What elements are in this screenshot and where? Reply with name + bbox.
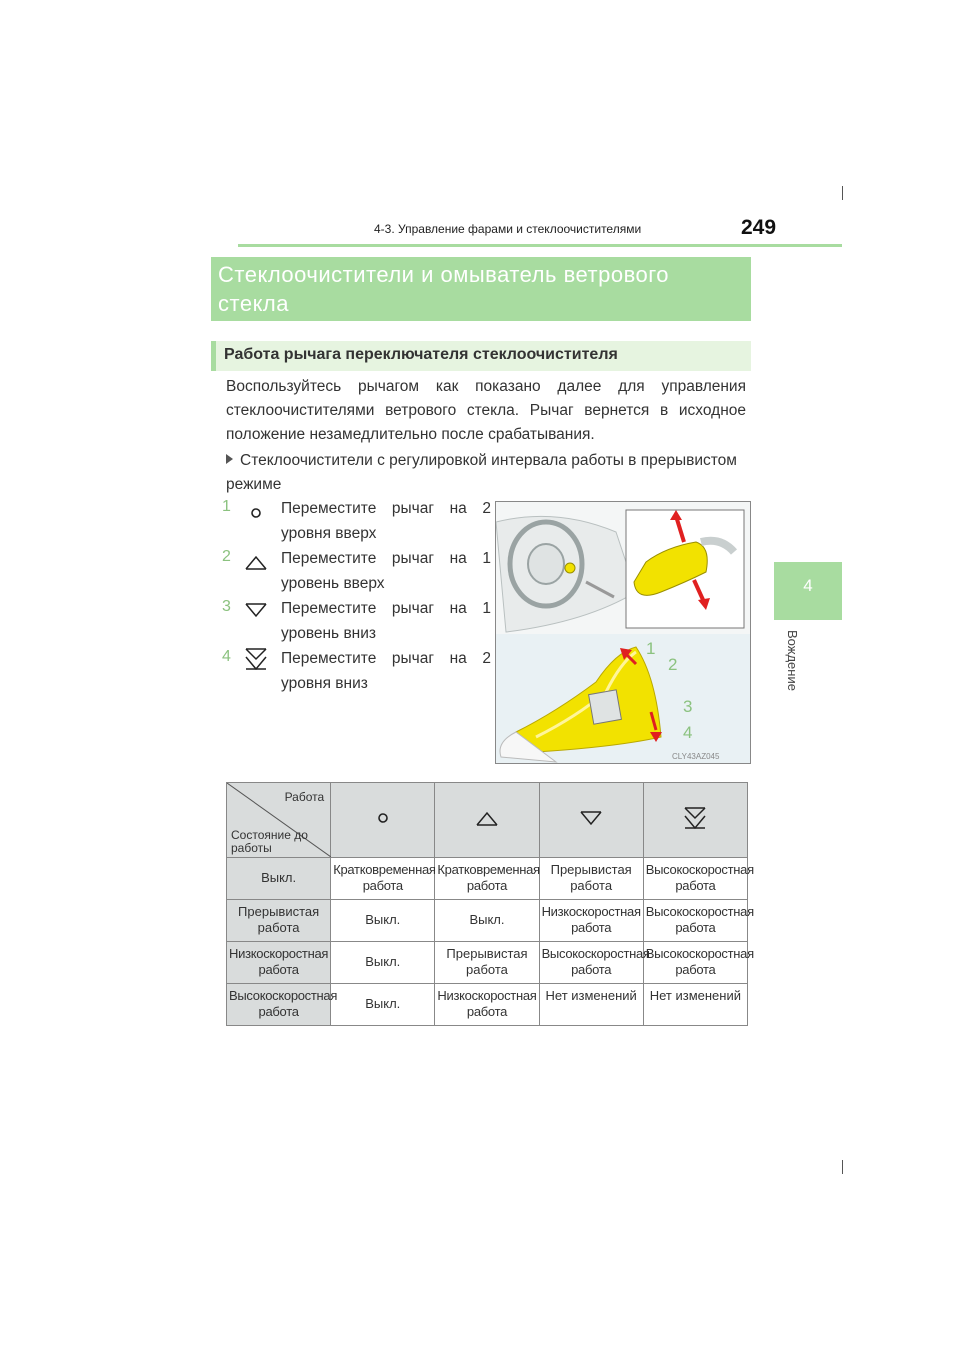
figure-callout-1: 1 bbox=[646, 639, 656, 658]
table-row bbox=[227, 984, 748, 1026]
table-cell: Нет изменений bbox=[539, 984, 643, 1026]
figure-callout-3: 3 bbox=[683, 697, 693, 716]
wiper-lever-figure bbox=[495, 501, 751, 764]
corner-operation-label: Работа bbox=[284, 790, 325, 804]
callout-2: 2 bbox=[222, 548, 231, 565]
table-cell: Кратковременная работа bbox=[435, 858, 539, 900]
header-rule bbox=[238, 244, 842, 247]
low-speed-icon bbox=[579, 809, 603, 827]
crop-mark bbox=[842, 186, 843, 200]
table-cell: Выкл. bbox=[331, 900, 435, 942]
banner-title: Стеклоочистители и омыватель ветрового стекла bbox=[218, 262, 670, 316]
table-row bbox=[227, 858, 748, 900]
table-header-row bbox=[227, 783, 748, 858]
table-cell: Низкоскоростная работа bbox=[539, 900, 643, 942]
table-cell: Высокоскоростная работа bbox=[643, 858, 747, 900]
lever-illustration bbox=[496, 502, 750, 763]
callout-3: 3 bbox=[222, 598, 231, 615]
low-speed-icon bbox=[244, 601, 268, 619]
row-state: Прерывистая работа bbox=[227, 900, 331, 942]
row-state: Низкоскоростная работа bbox=[227, 942, 331, 984]
table-cell: Высокоскоростная работа bbox=[643, 942, 747, 984]
table-cell: Прерывистая работа bbox=[435, 942, 539, 984]
table-cell: Выкл. bbox=[331, 942, 435, 984]
table-cell: Нет изменений bbox=[643, 984, 747, 1026]
corner-state-label: Состояние до работы bbox=[231, 828, 308, 855]
table-row bbox=[227, 942, 748, 984]
header-low bbox=[539, 783, 643, 858]
operation-table bbox=[226, 782, 754, 1026]
bullet-arrow-icon bbox=[226, 454, 233, 464]
figure-callout-4: 4 bbox=[683, 723, 693, 742]
mist-icon bbox=[373, 809, 393, 827]
chapter-label: Вождение bbox=[785, 630, 800, 691]
table-row bbox=[227, 900, 748, 942]
high-speed-icon bbox=[244, 646, 268, 672]
corner-cell bbox=[227, 783, 331, 858]
table-cell: Выкл. bbox=[331, 984, 435, 1026]
item-text-1: Переместите рычаг на 2 уровня вверх bbox=[281, 500, 491, 542]
row-state: Выкл. bbox=[227, 858, 331, 900]
row-state: Высокоскоростная работа bbox=[227, 984, 331, 1026]
mist-icon bbox=[246, 503, 266, 521]
header-intermittent bbox=[435, 783, 539, 858]
crop-mark bbox=[842, 1160, 843, 1174]
header-high bbox=[643, 783, 747, 858]
header-mist bbox=[331, 783, 435, 858]
bullet-heading: Стеклоочистители с регулировкой интервала работы в прерывистом режиме bbox=[226, 452, 737, 493]
subheading: Работа рычага переключателя стеклоочистителя bbox=[224, 346, 618, 363]
table-cell: Выкл. bbox=[435, 900, 539, 942]
callout-1: 1 bbox=[222, 498, 231, 515]
table-cell: Низкоскоростная работа bbox=[435, 984, 539, 1026]
item-text-2: Переместите рычаг на 1 уровень вверх bbox=[281, 550, 491, 592]
table-cell: Высокоскоростная работа bbox=[643, 900, 747, 942]
page-number: 249 bbox=[741, 216, 777, 239]
intermittent-icon bbox=[244, 553, 268, 571]
table-cell: Кратковременная работа bbox=[331, 858, 435, 900]
chapter-number: 4 bbox=[803, 576, 813, 595]
figure-code: CLY43AZ045 bbox=[672, 752, 720, 761]
callout-4: 4 bbox=[222, 648, 231, 665]
item-text-3: Переместите рычаг на 1 уровень вниз bbox=[281, 600, 491, 642]
item-text-4: Переместите рычаг на 2 уровня вниз bbox=[281, 650, 491, 692]
intro-paragraph: Воспользуйтесь рычагом как показано далее для управления стеклоочистителями ветрового стекла. Рычаг вернется в исходное положение незамедлительно после срабатывания. bbox=[226, 378, 746, 443]
table-cell: Прерывистая работа bbox=[539, 858, 643, 900]
section-title: 4-3. Управление фарами и стеклоочистителями bbox=[374, 222, 642, 236]
intermittent-icon bbox=[475, 809, 499, 827]
high-speed-icon bbox=[683, 805, 707, 831]
table-cell: Высокоскоростная работа bbox=[539, 942, 643, 984]
figure-callout-2: 2 bbox=[668, 655, 678, 674]
